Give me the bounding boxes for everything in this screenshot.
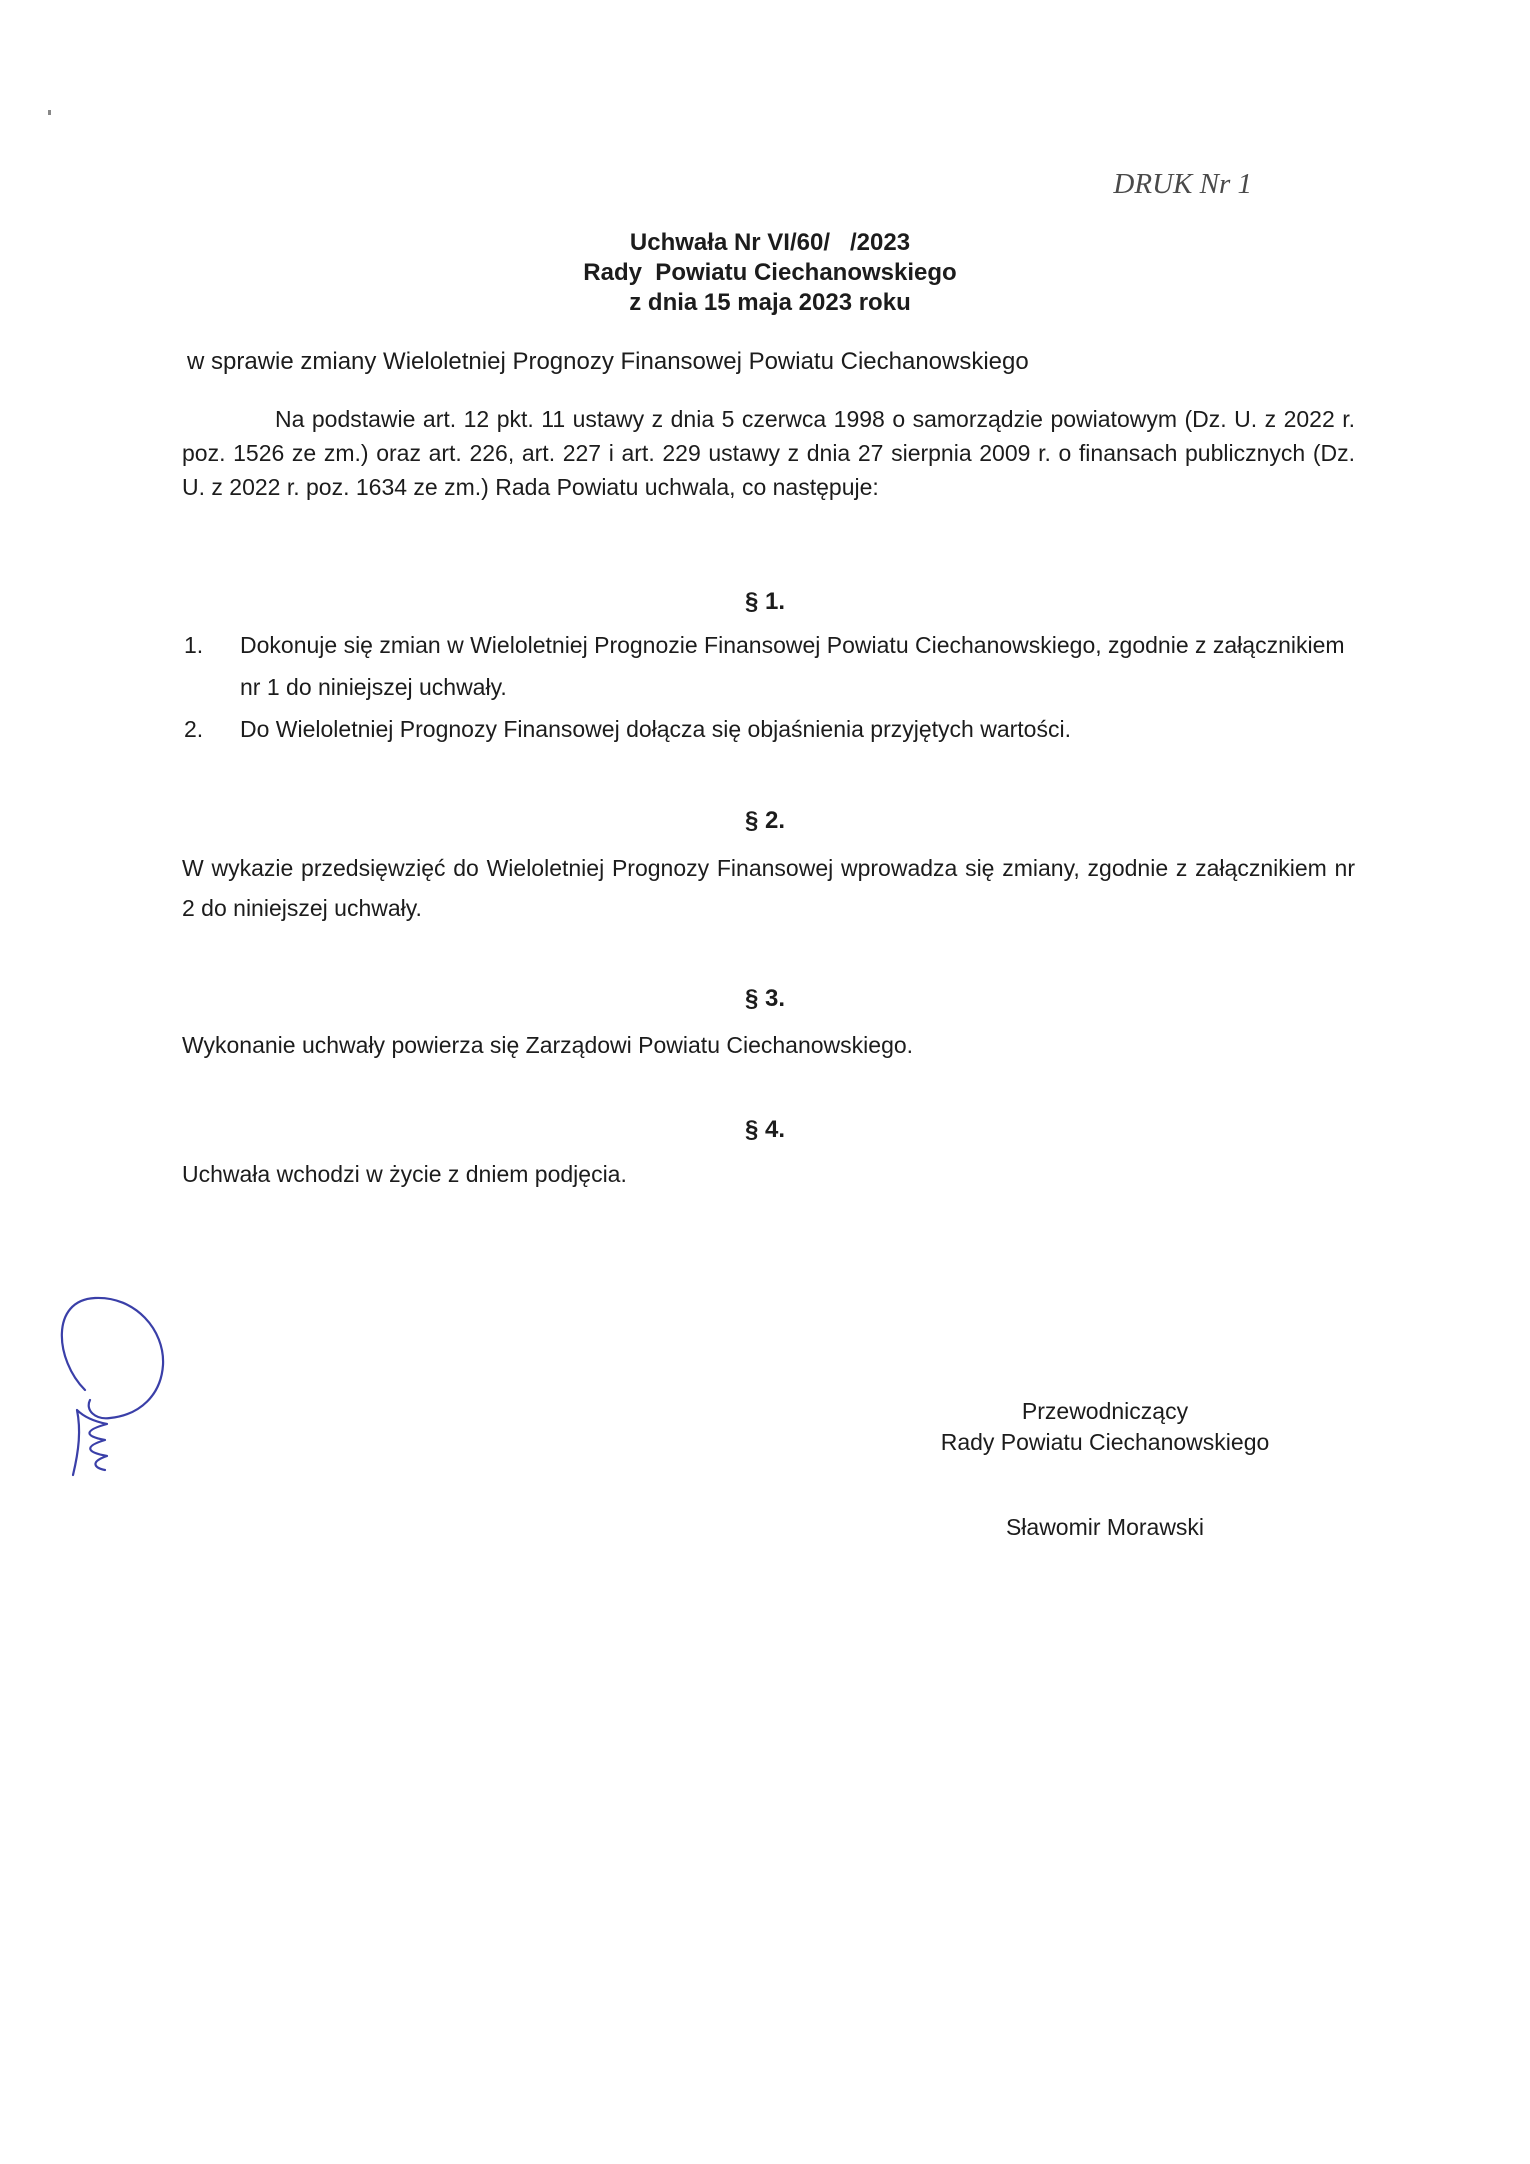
signature-name: Sławomir Morawski [1005, 1514, 1205, 1540]
signature-title: Przewodniczący [1021, 1398, 1189, 1424]
section-4-text: Uchwała wchodzi w życie z dniem podjęcia. [182, 1161, 627, 1187]
resolution-date: z dnia 15 maja 2023 roku [629, 289, 911, 316]
section-1-heading: § 1. [744, 588, 786, 615]
section-3-text: Wykonanie uchwały powierza się Zarządowi Powiatu Ciechanowskiego. [182, 1032, 914, 1058]
list-item-number: 2. [184, 716, 204, 742]
resolution-subject: w sprawie zmiany Wieloletniej Prognozy Finansowej Powiatu Ciechanowskiego [187, 348, 1029, 375]
list-item-number: 1. [184, 632, 204, 658]
list-item-text: Dokonuje się zmian w Wieloletniej Prognozie Finansowej Powiatu Ciechanowskiego, zgodnie z załącznikiem nr 1 do niniejszej uchwały. [240, 632, 1345, 700]
resolution-header [460, 228, 1080, 318]
section-4-heading: § 4. [744, 1116, 786, 1143]
signature-council: Rady Powiatu Ciechanowskiego [940, 1429, 1270, 1455]
section-1-list [184, 624, 1354, 750]
druk-stamp: DRUK Nr 1 [1113, 168, 1252, 200]
section-3-heading: § 3. [744, 985, 786, 1012]
preamble-text: Na podstawie art. 12 pkt. 11 ustawy z dnia 5 czerwca 1998 o samorządzie powiatowym (Dz. U. z 2022 r. poz. 1526 ze zm.) oraz art. 226, art. 227 i art. 229 ustawy z dnia 27 sierpnia 2009 r. o finansach publicznych (Dz. U. z 2022 r. poz. 1634 ze zm.) Rada Powiatu uchwala, co następuje: [182, 406, 1355, 500]
scan-speck [48, 110, 51, 115]
handwritten-initials [55, 1290, 175, 1480]
section-2-text: W wykazie przedsięwzięć do Wieloletniej Prognozy Finansowej wprowadza się zmiany, zgodnie z załącznikiem nr 2 do niniejszej uchwały. [182, 855, 1355, 921]
section-2-heading: § 2. [744, 807, 786, 834]
list-item [184, 708, 1354, 750]
signature-block [890, 1396, 1320, 1458]
list-item [184, 624, 1354, 708]
resolution-number: Uchwała Nr VI/60/ /2023 [629, 229, 911, 256]
preamble [182, 402, 1355, 504]
list-item-text: Do Wieloletniej Prognozy Finansowej dołącza się objaśnienia przyjętych wartości. [240, 716, 1071, 742]
resolution-council: Rady Powiatu Ciechanowskiego [583, 259, 957, 286]
